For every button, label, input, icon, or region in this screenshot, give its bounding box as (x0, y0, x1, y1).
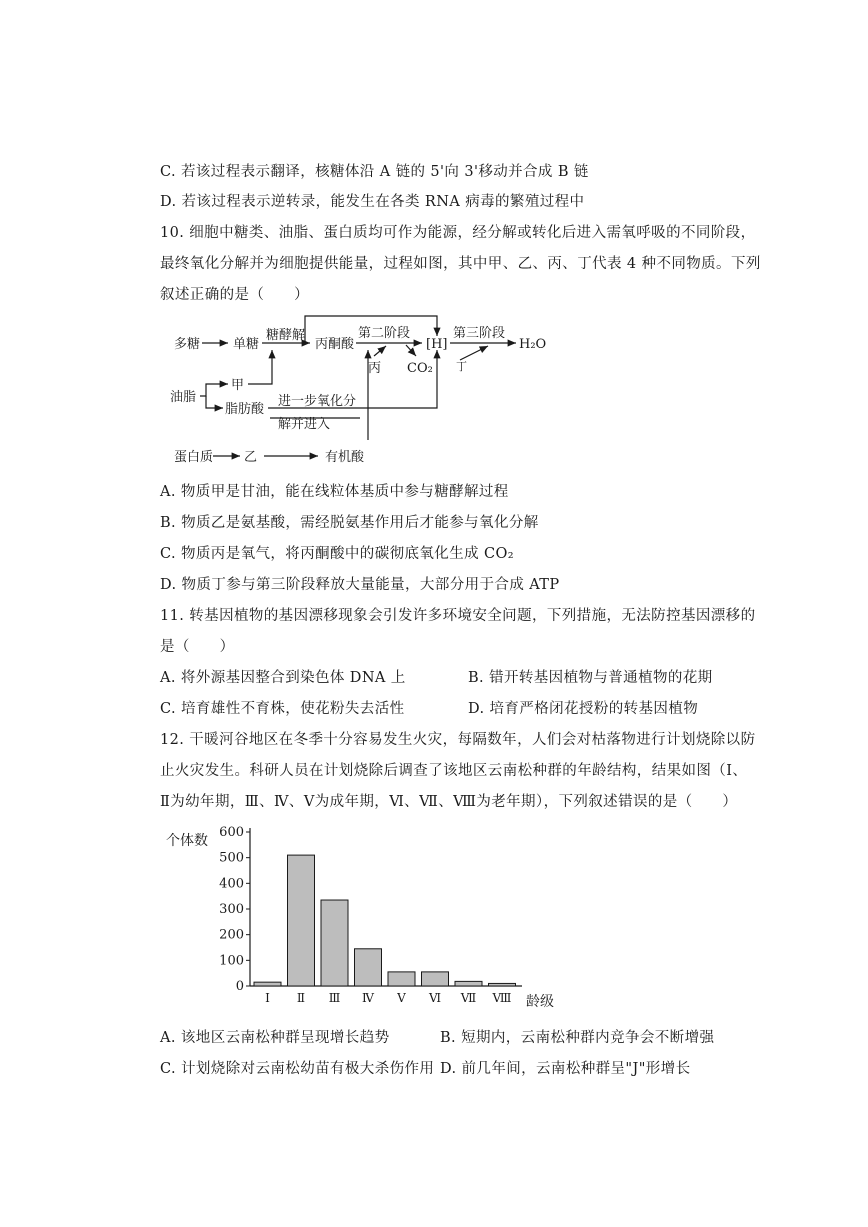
x-tick-label: Ⅷ (492, 991, 512, 1005)
y-tick-label: 200 (219, 927, 244, 943)
y-tick-label: 300 (219, 902, 244, 917)
label-further-oxidation-1: 进一步氧化分 (278, 394, 357, 409)
label-water: H₂O (519, 337, 547, 352)
q10-option-c: C. 物质丙是氧气，将丙酮酸中的碳彻底氧化生成 CO₂ (160, 546, 514, 562)
x-tick-label: Ⅶ (460, 991, 477, 1005)
label-organic-acid: 有机酸 (325, 450, 365, 465)
q12-stem-line2: 止火灾发生。科研人员在计划烧除后调查了该地区云南松种群的年龄结构，结果如图（Ⅰ、 (160, 763, 748, 779)
label-bing: 丙 (368, 361, 382, 376)
q10-option-b: B. 物质乙是氨基酸，需经脱氨基作用后才能参与氧化分解 (160, 515, 539, 531)
q12-option-d: D. 前几年间，云南松种群呈"J"形增长 (440, 1061, 691, 1077)
y-tick-label: 600 (219, 825, 244, 840)
q11-option-b: B. 错开转基因植物与普通植物的花期 (468, 670, 713, 686)
label-further-oxidation-2: 解并进入 (278, 417, 331, 432)
q11-stem-line2: 是（ ） (160, 639, 235, 655)
label-ding: 丁 (456, 360, 467, 373)
q11-option-d: D. 培育严格闭花授粉的转基因植物 (468, 701, 699, 717)
q9-option-c: C. 若该过程表示翻译，核糖体沿 A 链的 5'向 3'移动并合成 B 链 (160, 164, 589, 180)
bar-5 (388, 972, 415, 986)
q10-option-d: D. 物质丁参与第三阶段释放大量能量，大部分用于合成 ATP (160, 577, 560, 593)
label-h: [H] (426, 337, 448, 352)
y-tick-label: 100 (219, 953, 244, 969)
label-yi: 乙 (244, 450, 258, 465)
label-jia: 甲 (231, 378, 245, 393)
q10-option-a: A. 物质甲是甘油，能在线粒体基质中参与糖酵解过程 (160, 484, 509, 500)
bar-3 (321, 900, 348, 986)
q12-stem-line3: Ⅱ为幼年期，Ⅲ、Ⅳ、Ⅴ为成年期，Ⅵ、Ⅶ、Ⅷ为老年期），下列叙述错误的是（ ） (160, 794, 738, 810)
label-stage3: 第三阶段 (453, 326, 506, 341)
q11-option-a: A. 将外源基因整合到染色体 DNA 上 (160, 670, 406, 686)
q11-stem-line1: 11. 转基因植物的基因漂移现象会引发许多环境安全问题，下列措施，无法防控基因漂移的 (160, 608, 756, 624)
respiration-diagram (160, 308, 580, 473)
x-tick-label: Ⅱ (296, 991, 306, 1005)
bar-1 (254, 982, 281, 986)
y-axis-label: 个体数 (166, 833, 208, 849)
q9-option-d: D. 若该过程表示逆转录，能发生在各类 RNA 病毒的繁殖过程中 (160, 194, 585, 210)
x-tick-label: Ⅵ (428, 991, 442, 1005)
q12-option-b: B. 短期内，云南松种群内竞争会不断增强 (440, 1030, 715, 1046)
q12-option-c: C. 计划烧除对云南松幼苗有极大杀伤作用 (160, 1061, 435, 1077)
y-tick-label: 400 (219, 876, 244, 892)
bar-7 (455, 981, 482, 986)
label-stage2: 第二阶段 (358, 326, 411, 341)
x-tick-label: Ⅳ (362, 991, 374, 1005)
label-fatty-acid: 脂肪酸 (225, 402, 265, 417)
label-pyruvate: 丙酮酸 (315, 337, 355, 352)
label-fat: 油脂 (170, 390, 197, 405)
q11-option-c: C. 培育雄性不育株，使花粉失去活性 (160, 701, 405, 717)
label-monosaccharide: 单糖 (233, 337, 260, 352)
x-tick-label: Ⅴ (397, 991, 406, 1005)
label-glycolysis: 糖酵解 (266, 328, 306, 343)
label-polysaccharide: 多糖 (174, 337, 201, 352)
label-co2: CO₂ (407, 361, 433, 376)
bar-4 (355, 949, 382, 986)
label-protein: 蛋白质 (174, 450, 214, 465)
y-tick-label: 0 (235, 979, 244, 994)
y-tick-label: 500 (219, 850, 244, 866)
q12-stem-line1: 12. 干暖河谷地区在冬季十分容易发生火灾，每隔数年，人们会对枯落物进行计划烧除以防 (160, 732, 756, 748)
age-structure-chart (160, 820, 560, 1015)
q10-stem-line2: 最终氧化分解并为细胞提供能量，过程如图，其中甲、乙、丙、丁代表 4 种不同物质。下列 (160, 256, 761, 272)
bar-6 (422, 972, 449, 986)
q12-option-a: A. 该地区云南松种群呈现增长趋势 (160, 1030, 390, 1046)
q10-stem-line1: 10. 细胞中糖类、油脂、蛋白质均可作为能源，经分解或转化后进入需氧呼吸的不同阶段， (160, 225, 756, 241)
x-tick-label: Ⅲ (328, 991, 341, 1005)
x-tick-label: Ⅰ (265, 991, 270, 1005)
q10-stem-line3: 叙述正确的是（ ） (160, 287, 309, 303)
bar-2 (288, 855, 315, 986)
x-axis-label: 龄级 (526, 994, 554, 1010)
bar-8 (489, 983, 516, 986)
